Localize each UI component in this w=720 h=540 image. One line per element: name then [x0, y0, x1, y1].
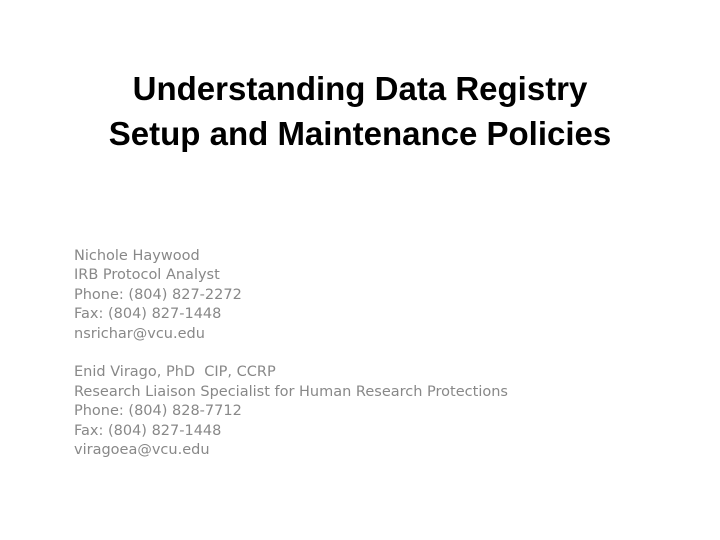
contact-2: [74, 363, 684, 460]
contact-1: [74, 247, 684, 344]
slide-title: [40, 66, 680, 156]
contact-name: Enid Virago, PhD CIP, CCRP: [74, 364, 276, 381]
contact-block: [74, 247, 684, 460]
contact-fax: Fax: (804) 827-1448: [74, 422, 222, 439]
contact-name: Nichole Haywood: [74, 248, 200, 264]
contact-email: nsrichar@vcu.edu: [74, 325, 205, 342]
title-line-1: Understanding Data Registry: [132, 70, 588, 107]
contact-spacer: [74, 344, 684, 363]
contact-role: IRB Protocol Analyst: [74, 267, 220, 284]
contact-email: viragoea@vcu.edu: [74, 442, 210, 459]
contact-phone: Phone: (804) 828-7712: [74, 403, 242, 420]
contact-fax: Fax: (804) 827-1448: [74, 306, 222, 323]
title-line-2: Setup and Maintenance Policies: [108, 115, 612, 152]
contact-role: Research Liaison Specialist for Human Research Protections: [74, 383, 508, 400]
contact-phone: Phone: (804) 827-2272: [74, 286, 242, 303]
